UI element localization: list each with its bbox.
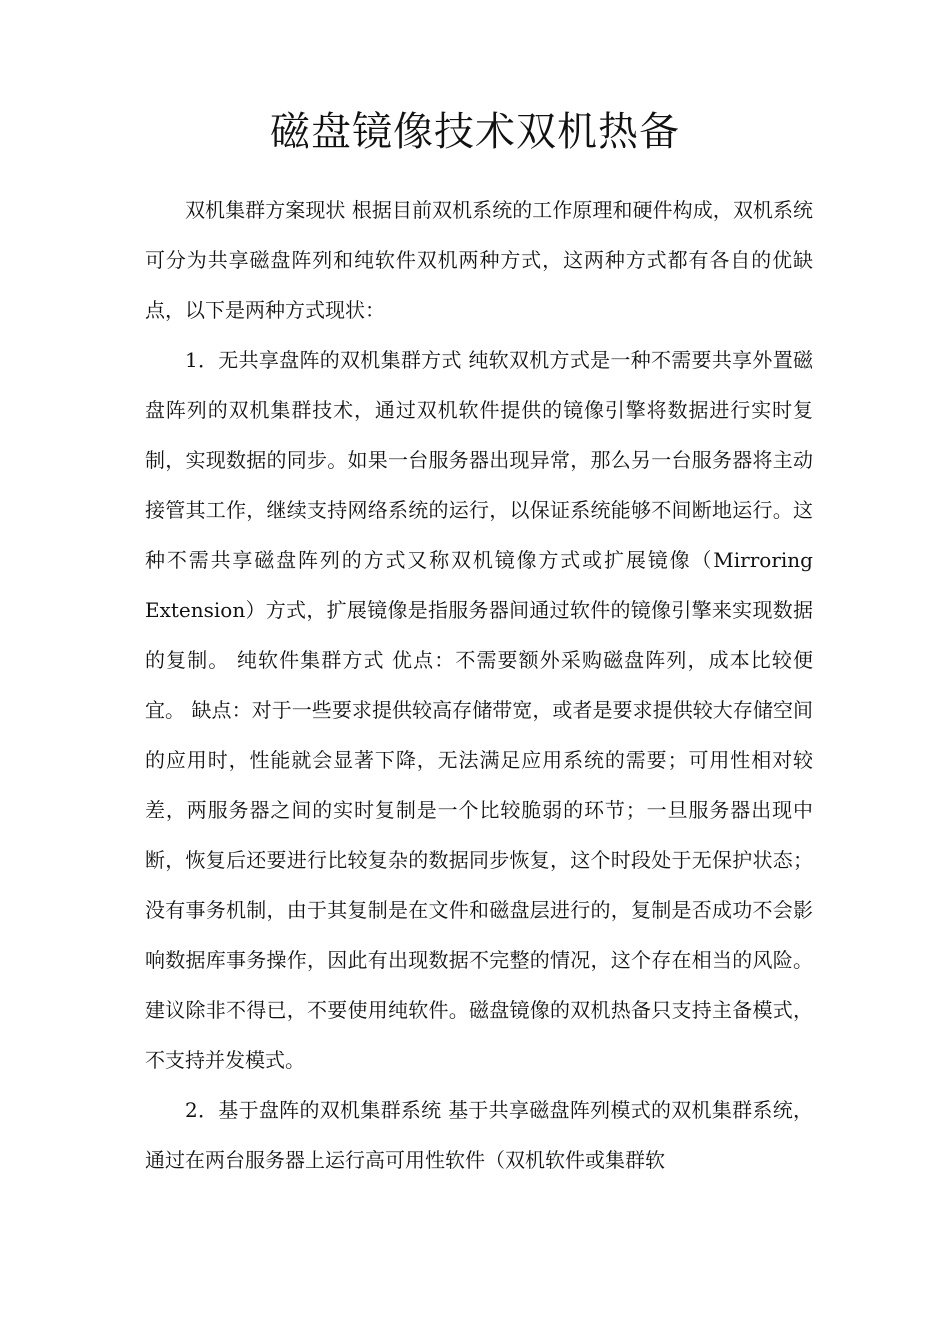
document-title: 磁盘镜像技术双机热备 (270, 109, 680, 155)
paragraph-intro: 双机集群方案现状 根据目前双机系统的工作原理和硬件构成，双机系统可分为共享磁盘阵列和纯软件双机两种方式，这两种方式都有各自的优缺点，以下是两种方式现状： (145, 198, 813, 322)
paragraph-section-1: 1．无共享盘阵的双机集群方式 纯软双机方式是一种不需要共享外置磁盘阵列的双机集群技术，通过双机软件提供的镜像引擎将数据进行实时复制，实现数据的同步。如果一台服务器出现异常，那么另一台服务器将主动接管其工作，继续支持网络系统的运行，以保证系统能够不间断地运行。这种不需共享磁盘阵列的方式又称双机镜像方式或扩展镜像（Mirroring Extension）方式，扩展镜像是指服务器间通过软件的镜像引擎来实现数据的复制。 纯软件集群方式 优点：不需要额外采购磁盘阵列，成本比较便宜。 缺点：对于一些要求提供较高存储带宽，或者是要求提供较大存储空间的应用时，性能就会显著下降，无法满足应用系统的需要；可用性相对较差，两服务器之间的实时复制是一个比较脆弱的环节；一旦服务器出现中断，恢复后还要进行比较复杂的数据同步恢复，这个时段处于无保护状态；没有事务机制，由于其复制是在文件和磁盘层进行的，复制是否成功不会影响数据库事务操作，因此有出现数据不完整的情况，这个存在相当的风险。建议除非不得已，不要使用纯软件。磁盘镜像的双机热备只支持主备模式，不支持并发模式。 (145, 348, 813, 1072)
paragraph-section-2: 2．基于盘阵的双机集群系统 基于共享磁盘阵列模式的双机集群系统，通过在两台服务器上运行高可用性软件（双机软件或集群软 (145, 1098, 813, 1172)
document-body (145, 185, 813, 1185)
